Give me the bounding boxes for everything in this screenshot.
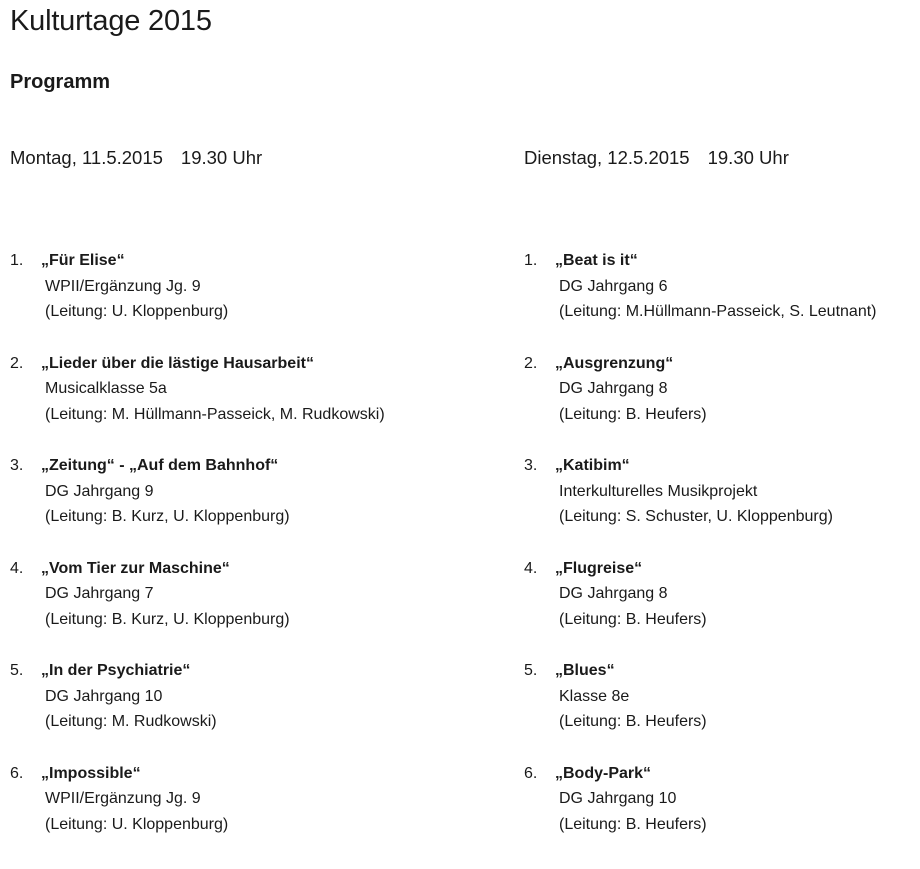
item-body	[41, 556, 290, 633]
item-group: DG Jahrgang 6	[559, 277, 668, 295]
item-group: WPII/Ergänzung Jg. 9	[45, 790, 201, 807]
item-group: Interkulturelles Musikprojekt	[559, 482, 758, 500]
item-body	[555, 351, 707, 428]
program-item	[524, 761, 920, 864]
day-time: 19.30 Uhr	[180, 147, 263, 168]
item-group: Klasse 8e	[559, 687, 630, 705]
program-list	[10, 248, 410, 863]
item-body	[41, 453, 290, 530]
item-number: 2.	[10, 354, 24, 372]
program-list	[524, 248, 920, 863]
item-title: „Zeitung“ - „Auf dem Bahnhof“	[41, 457, 279, 474]
item-lead: (Leitung: B. Kurz, U. Kloppenburg)	[45, 508, 290, 525]
item-body	[555, 453, 833, 530]
program-item	[524, 248, 920, 351]
item-body	[555, 658, 707, 735]
item-lead: (Leitung: M.Hüllmann-Passeick, S. Leutnant)	[559, 303, 877, 320]
day-date: Dienstag, 12.5.2015	[524, 147, 690, 168]
item-body	[555, 248, 876, 325]
item-number: 3.	[10, 457, 24, 474]
item-title: „Lieder über die lästige Hausarbeit“	[41, 354, 314, 372]
item-number: 6.	[524, 764, 538, 782]
program-item	[10, 658, 410, 761]
item-body	[41, 658, 217, 735]
program-item	[524, 658, 920, 761]
item-lead: (Leitung: B. Heufers)	[559, 610, 707, 628]
program-item	[10, 761, 410, 864]
item-body	[41, 761, 228, 838]
item-lead: (Leitung: B. Heufers)	[559, 405, 707, 423]
item-body	[41, 351, 385, 428]
item-title: „Katibim“	[555, 457, 630, 474]
item-title: „In der Psychiatrie“	[41, 662, 191, 679]
item-lead: (Leitung: M. Rudkowski)	[45, 713, 217, 730]
program-item	[10, 351, 410, 454]
item-number: 2.	[524, 354, 538, 372]
item-lead: (Leitung: B. Heufers)	[559, 815, 707, 833]
item-lead: (Leitung: B. Heufers)	[559, 713, 707, 730]
item-body	[41, 248, 228, 325]
page-title: Kulturtage 2015	[10, 5, 212, 37]
item-number: 5.	[524, 662, 538, 679]
program-item	[524, 556, 920, 659]
item-title: „Body-Park“	[555, 764, 652, 782]
item-group: Musicalklasse 5a	[45, 380, 167, 397]
item-lead: (Leitung: B. Kurz, U. Kloppenburg)	[45, 610, 290, 628]
item-number: 5.	[10, 662, 24, 679]
item-group: DG Jahrgang 10	[559, 790, 677, 807]
item-title: „Vom Tier zur Maschine“	[41, 559, 230, 577]
item-title: „Für Elise“	[41, 252, 125, 269]
item-group: WPII/Ergänzung Jg. 9	[45, 277, 201, 295]
day-heading	[10, 145, 262, 171]
item-title: „Impossible“	[41, 764, 141, 782]
day-heading	[524, 145, 789, 171]
item-group: DG Jahrgang 8	[559, 380, 668, 397]
day-time: 19.30 Uhr	[707, 147, 789, 168]
item-number: 4.	[10, 559, 24, 577]
item-lead: (Leitung: S. Schuster, U. Kloppenburg)	[559, 508, 833, 525]
item-lead: (Leitung: U. Kloppenburg)	[45, 303, 229, 320]
item-number: 1.	[524, 252, 538, 269]
program-item	[10, 556, 410, 659]
item-group: DG Jahrgang 8	[559, 585, 668, 602]
item-group: DG Jahrgang 10	[45, 687, 163, 705]
item-group: DG Jahrgang 7	[45, 585, 154, 602]
item-title: „Ausgrenzung“	[555, 354, 674, 372]
program-item	[524, 351, 920, 454]
program-subtitle: Programm	[10, 71, 111, 93]
item-body	[555, 556, 707, 633]
item-group: DG Jahrgang 9	[45, 482, 154, 500]
program-item	[524, 453, 920, 556]
program-item	[10, 453, 410, 556]
item-title: „Flugreise“	[555, 559, 643, 577]
item-number: 3.	[524, 457, 538, 474]
item-number: 1.	[10, 252, 24, 269]
day-date: Montag, 11.5.2015	[10, 147, 163, 168]
item-lead: (Leitung: M. Hüllmann-Passeick, M. Rudkowski)	[45, 405, 385, 423]
program-item	[10, 248, 410, 351]
item-lead: (Leitung: U. Kloppenburg)	[45, 815, 229, 833]
item-body	[555, 761, 707, 838]
item-title: „Blues“	[555, 662, 615, 679]
item-title: „Beat is it“	[555, 252, 638, 269]
item-number: 4.	[524, 559, 538, 577]
item-number: 6.	[10, 764, 24, 782]
